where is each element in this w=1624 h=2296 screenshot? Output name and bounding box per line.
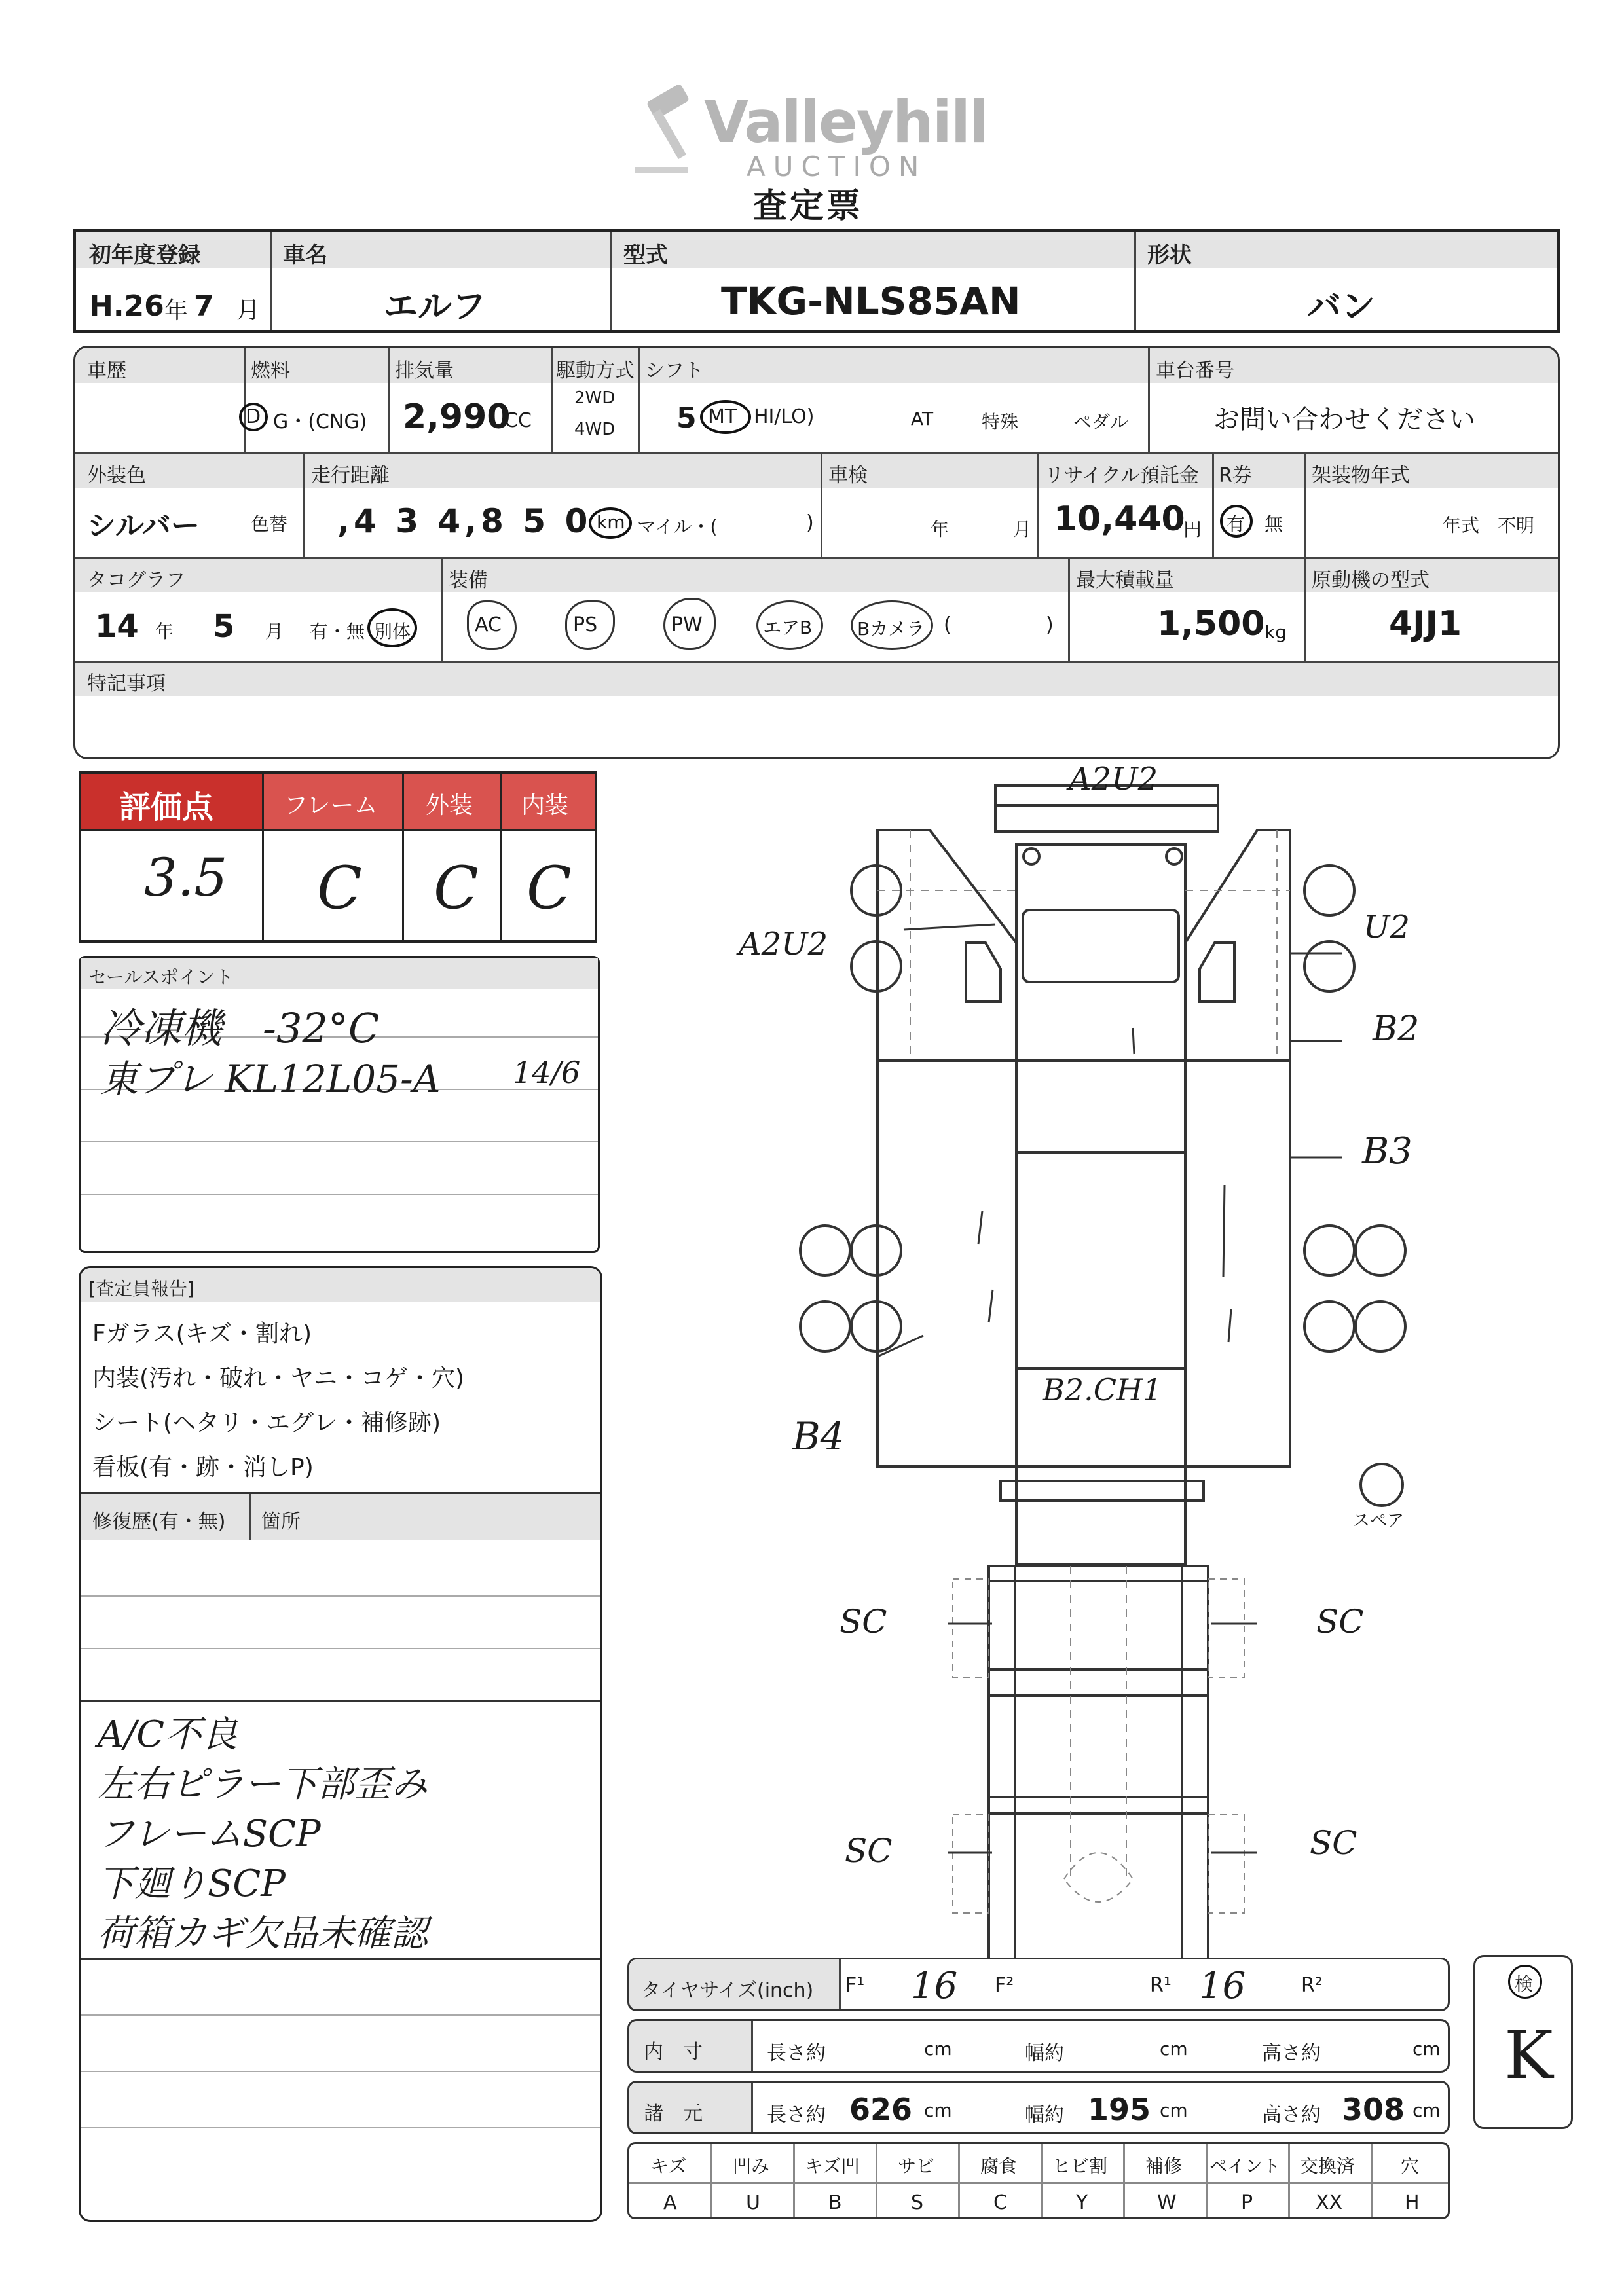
body-year-value: 不明 <box>1498 515 1535 536</box>
inspector-box <box>79 1266 602 2222</box>
tire-r1: R¹ <box>1150 1974 1172 1997</box>
car-shape: バン <box>1307 287 1376 327</box>
car-name: エルフ <box>384 287 487 327</box>
inspector-interior: 内装(汚れ・破れ・ヤニ・コゲ・穴) <box>92 1365 465 1392</box>
legend-name-3: キズ凹 <box>805 2155 860 2177</box>
tacho-year-unit: 年 <box>155 621 174 642</box>
inspector-note-1: A/C不良 <box>98 1713 238 1756</box>
top-info-box <box>73 229 1560 333</box>
reg-month-unit: 月 <box>236 297 261 324</box>
dims-width-unit: cm <box>1160 2100 1188 2121</box>
reg-label: 初年度登録 <box>89 242 200 268</box>
inner-width-unit: cm <box>1160 2038 1188 2060</box>
dims-length-unit: cm <box>924 2100 952 2121</box>
reg-month: 7 <box>194 289 214 323</box>
check-value: K <box>1504 2017 1553 2094</box>
rticket-no: 無 <box>1264 513 1283 535</box>
shift-label: シフト <box>645 359 704 382</box>
spec-box <box>73 346 1560 759</box>
legend-code-9: XX <box>1316 2191 1343 2214</box>
legend-code-1: A <box>663 2191 677 2214</box>
inner-width: 幅約 <box>1025 2042 1064 2065</box>
damage-legend <box>627 2142 1450 2219</box>
fuel-options: G・(CNG) <box>273 410 367 433</box>
reg-year-unit: 年 <box>164 297 189 324</box>
fuel-d: D <box>246 405 261 428</box>
recycle-unit: 円 <box>1183 519 1202 540</box>
inspection-label: 車検 <box>828 464 868 487</box>
inspector-note-4: 下廻りSCP <box>98 1863 286 1905</box>
displacement-value: 2,990 <box>403 397 511 437</box>
displacement-unit: CC <box>504 409 532 432</box>
rticket-yes: 有 <box>1227 513 1246 535</box>
grade-box <box>79 771 597 943</box>
frame-mark-1: SC <box>840 1603 887 1641</box>
mileage-label: 走行距離 <box>311 464 390 487</box>
legend-name-2: 凹み <box>733 2155 770 2177</box>
drive-4wd: 4WD <box>574 420 616 439</box>
shift-pedal: ペダル <box>1073 411 1129 433</box>
inspection-month: 月 <box>1013 519 1032 540</box>
sales-line-1: 冷凍機 -32°C <box>100 1004 380 1052</box>
frame-value: C <box>317 854 362 922</box>
recycle-label: リサイクル預託金 <box>1044 464 1199 487</box>
score-value: 3.5 <box>144 847 228 908</box>
fuel-label: 燃料 <box>251 359 290 382</box>
tacho-separate: 別体 <box>374 621 411 642</box>
frame-mark-2: SC <box>1316 1603 1364 1641</box>
drive-label: 駆動方式 <box>556 359 635 382</box>
frame-label: フレーム <box>284 792 378 819</box>
equip-paren-open: ( <box>944 613 951 636</box>
diagram-label-top: A2U2 <box>1069 761 1158 797</box>
tacho-month-unit: 月 <box>265 621 284 642</box>
equip-label: 装備 <box>449 569 488 592</box>
legend-name-1: キズ <box>650 2155 687 2177</box>
chassis-value: お問い合わせください <box>1213 405 1475 435</box>
sales-line-2-date: 14/6 <box>513 1055 581 1090</box>
legend-code-2: U <box>746 2191 760 2214</box>
dims-height: 高さ約 <box>1262 2104 1321 2126</box>
load-unit: kg <box>1264 621 1287 643</box>
dims-label: 諸 元 <box>644 2102 703 2125</box>
diagram-label-right3: B3 <box>1362 1130 1412 1173</box>
diagram-label-left: A2U2 <box>739 926 828 962</box>
tire-f1: F¹ <box>845 1974 865 1997</box>
inner-length-unit: cm <box>924 2038 952 2060</box>
tire-label: タイヤサイズ(inch) <box>641 1979 814 2002</box>
inspector-plate: 看板(有・跡・消しP) <box>92 1454 314 1481</box>
shape-label: 形状 <box>1147 242 1192 268</box>
displacement-label: 排気量 <box>395 359 454 382</box>
legend-code-8: P <box>1241 2191 1253 2214</box>
legend-name-5: 腐食 <box>980 2155 1018 2177</box>
name-label: 車名 <box>283 242 327 268</box>
shift-special: 特殊 <box>982 411 1019 433</box>
frame-mark-4: SC <box>1310 1824 1357 1862</box>
engine-label: 原動機の型式 <box>1312 569 1430 592</box>
sales-line-2: 東プレ KL12L05-A <box>100 1057 441 1101</box>
check-box <box>1473 1955 1573 2129</box>
tire-f1-value: 16 <box>911 1965 958 2007</box>
interior-label: 内装 <box>521 792 569 819</box>
legend-name-4: サビ <box>898 2155 935 2177</box>
legend-name-7: 補修 <box>1145 2155 1183 2177</box>
shift-hilo: HI/LO) <box>754 405 815 428</box>
mileage-close: ) <box>806 511 814 534</box>
dims-width: 幅約 <box>1025 2104 1064 2126</box>
score-label: 評価点 <box>119 789 214 826</box>
tacho-options: 有・無 <box>310 621 365 642</box>
inspector-seat: シート(ヘタリ・エグレ・補修跡) <box>92 1410 441 1436</box>
spare-label: スペア <box>1353 1511 1405 1531</box>
interior-value: C <box>526 854 572 922</box>
body-year-label: 架装物年式 <box>1312 464 1410 487</box>
frame-mark-3: SC <box>845 1832 893 1870</box>
car-model: TKG-NLS85AN <box>721 279 1021 323</box>
mileage-value: ,4 3 4,8 5 0 <box>337 502 592 540</box>
gavel-icon <box>629 85 707 183</box>
shift-mt: MT <box>708 405 737 428</box>
logo <box>629 85 995 190</box>
legend-code-3: B <box>828 2191 842 2214</box>
inner-length: 長さ約 <box>767 2042 826 2065</box>
tacho-month: 5 <box>213 608 235 645</box>
equip-airb: エアB <box>763 617 813 638</box>
inspector-note-2: 左右ピラー下部歪み <box>98 1763 428 1806</box>
inspection-year: 年 <box>931 519 950 540</box>
tire-r2: R² <box>1301 1974 1323 1997</box>
dims-height-value: 308 <box>1342 2092 1405 2127</box>
mileage-km: km <box>597 511 625 533</box>
tacho-label: タコグラフ <box>87 569 185 592</box>
equip-ps: PS <box>573 613 598 636</box>
equip-ac: AC <box>475 613 502 636</box>
diagram-label-rear: B2.CH1 <box>1043 1372 1162 1408</box>
recycle-value: 10,440 <box>1054 500 1185 539</box>
load-label: 最大積載量 <box>1076 569 1174 592</box>
logo-sub: AUCTION <box>747 151 927 183</box>
tire-r1-value: 16 <box>1199 1965 1246 2007</box>
body-year-unit: 年式 <box>1443 515 1480 536</box>
legend-name-9: 交換済 <box>1300 2155 1356 2177</box>
dims-width-value: 195 <box>1088 2092 1151 2127</box>
color-repaint: 色替 <box>251 513 288 535</box>
dims-height-unit: cm <box>1412 2100 1441 2121</box>
equip-pw: PW <box>671 613 703 636</box>
chassis-label: 車台番号 <box>1156 359 1234 382</box>
inner-height: 高さ約 <box>1262 2042 1321 2065</box>
sales-box <box>79 956 600 1253</box>
document-title: 査定票 <box>753 187 864 226</box>
spec-dims-row <box>627 2081 1450 2134</box>
tacho-year: 14 <box>95 608 139 645</box>
color-label: 外装色 <box>87 464 146 487</box>
dims-length-value: 626 <box>849 2092 913 2127</box>
repair-place: 箇所 <box>261 1510 301 1533</box>
load-value: 1,500 <box>1157 604 1265 644</box>
model-label: 型式 <box>623 242 668 268</box>
legend-name-10: 穴 <box>1401 2155 1420 2177</box>
inner-label: 内 寸 <box>644 2041 703 2064</box>
tire-row <box>627 1958 1450 2011</box>
inspector-note-3: フレームSCP <box>98 1813 321 1855</box>
tire-f2: F² <box>995 1974 1014 1997</box>
inner-dims-row <box>627 2019 1450 2073</box>
notes-label: 特記事項 <box>87 672 166 695</box>
legend-code-5: C <box>993 2191 1007 2214</box>
exterior-label: 外装 <box>426 792 473 819</box>
exterior-value: C <box>434 854 479 922</box>
engine-value: 4JJ1 <box>1389 604 1462 644</box>
logo-brand: Valleyhill <box>704 88 988 156</box>
legend-code-4: S <box>911 2191 924 2214</box>
equip-bcam: Bカメラ <box>857 618 925 640</box>
history-label: 車歴 <box>87 359 126 382</box>
reg-era: H.26 <box>89 289 164 323</box>
equip-paren-close: ) <box>1046 613 1054 636</box>
diagram-label-right1: U2 <box>1363 909 1410 945</box>
sales-label: セールスポイント <box>88 966 234 988</box>
legend-name-8: ペイント <box>1209 2157 1280 2177</box>
inner-height-unit: cm <box>1412 2038 1441 2060</box>
legend-code-10: H <box>1405 2191 1420 2214</box>
legend-name-6: ヒビ割 <box>1052 2155 1108 2177</box>
repair-label: 修復歴(有・無) <box>92 1510 226 1533</box>
diagram-label-right2: B2 <box>1373 1010 1420 1049</box>
vehicle-diagram <box>733 753 1467 1977</box>
check-label: 検 <box>1515 1973 1534 1995</box>
inspector-note-5: 荷箱カギ欠品未確認 <box>98 1912 428 1955</box>
legend-code-6: Y <box>1076 2191 1088 2214</box>
shift-at: AT <box>911 408 934 429</box>
mileage-mile: マイル・( <box>637 516 718 538</box>
diagram-label-bottom-left: B4 <box>792 1414 845 1459</box>
shift-num: 5 <box>676 401 697 435</box>
inspector-label: [査定員報告] <box>88 1278 194 1300</box>
inspector-glass: Fガラス(キズ・割れ) <box>92 1321 312 1347</box>
drive-2wd: 2WD <box>574 388 616 408</box>
legend-code-7: W <box>1157 2191 1177 2214</box>
rticket-label: R券 <box>1219 464 1252 487</box>
color-value: シルバー <box>87 509 200 543</box>
dims-length: 長さ約 <box>767 2104 826 2126</box>
